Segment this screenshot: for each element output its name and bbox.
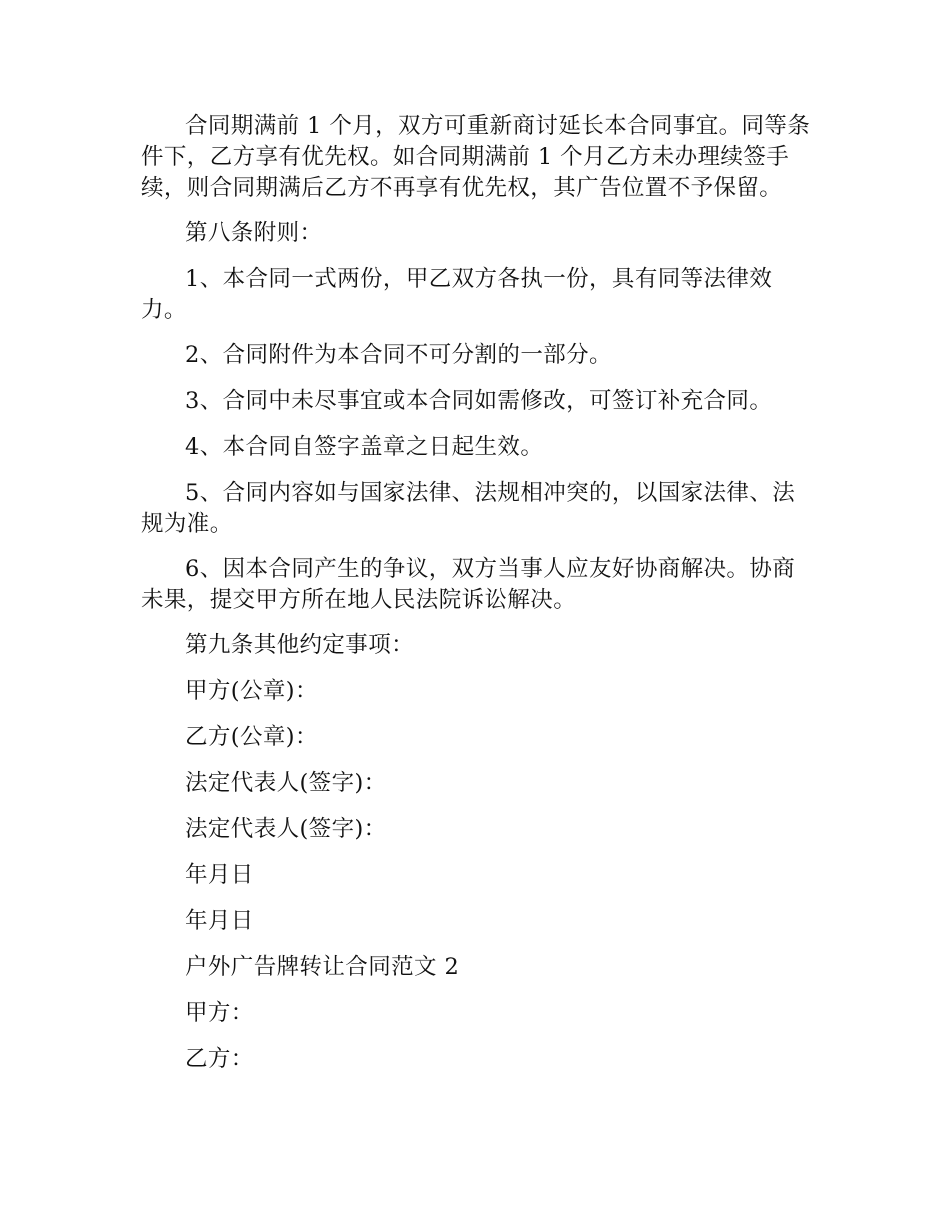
heading-article-8: 第八条附则： — [185, 220, 323, 246]
party-a-label: 甲方： — [185, 1000, 254, 1026]
document-body — [141, 111, 811, 1090]
clause-8-1: 1、本合同一式两份，甲乙双方各执一份，具有同等法律效力。 — [141, 266, 773, 323]
signature-party-a-seal: 甲方(公章)： — [185, 678, 318, 704]
signature-party-b-seal: 乙方(公章)： — [185, 724, 318, 750]
section-title-template-2: 户外广告牌转让合同范文 2 — [185, 954, 460, 980]
signature-legal-rep-a: 法定代表人(签字)： — [185, 770, 387, 796]
clause-8-6: 6、因本合同产生的争议，双方当事人应友好协商解决。协商未果，提交甲方所在地人民法院诉讼解决。 — [141, 556, 796, 613]
clause-8-4: 4、本合同自签字盖章之日起生效。 — [185, 434, 544, 460]
date-line-a: 年月日 — [185, 862, 254, 888]
clause-8-5: 5、合同内容如与国家法律、法规相冲突的，以国家法律、法规为准。 — [141, 480, 796, 537]
signature-legal-rep-b: 法定代表人(签字)： — [185, 816, 387, 842]
clause-8-2: 2、合同附件为本合同不可分割的一部分。 — [185, 342, 612, 368]
party-b-label: 乙方： — [185, 1046, 254, 1072]
paragraph-renewal-terms: 合同期满前 1 个月，双方可重新商讨延长本合同事宜。同等条件下，乙方享有优先权。如合同期满前 1 个月乙方未办理续签手续，则合同期满后乙方不再享有优先权，其广告位置不予保留。 — [141, 113, 811, 201]
date-line-b: 年月日 — [185, 908, 254, 934]
heading-article-9: 第九条其他约定事项： — [185, 632, 415, 658]
clause-8-3: 3、合同中未尽事宜或本合同如需修改，可签订补充合同。 — [185, 388, 773, 414]
